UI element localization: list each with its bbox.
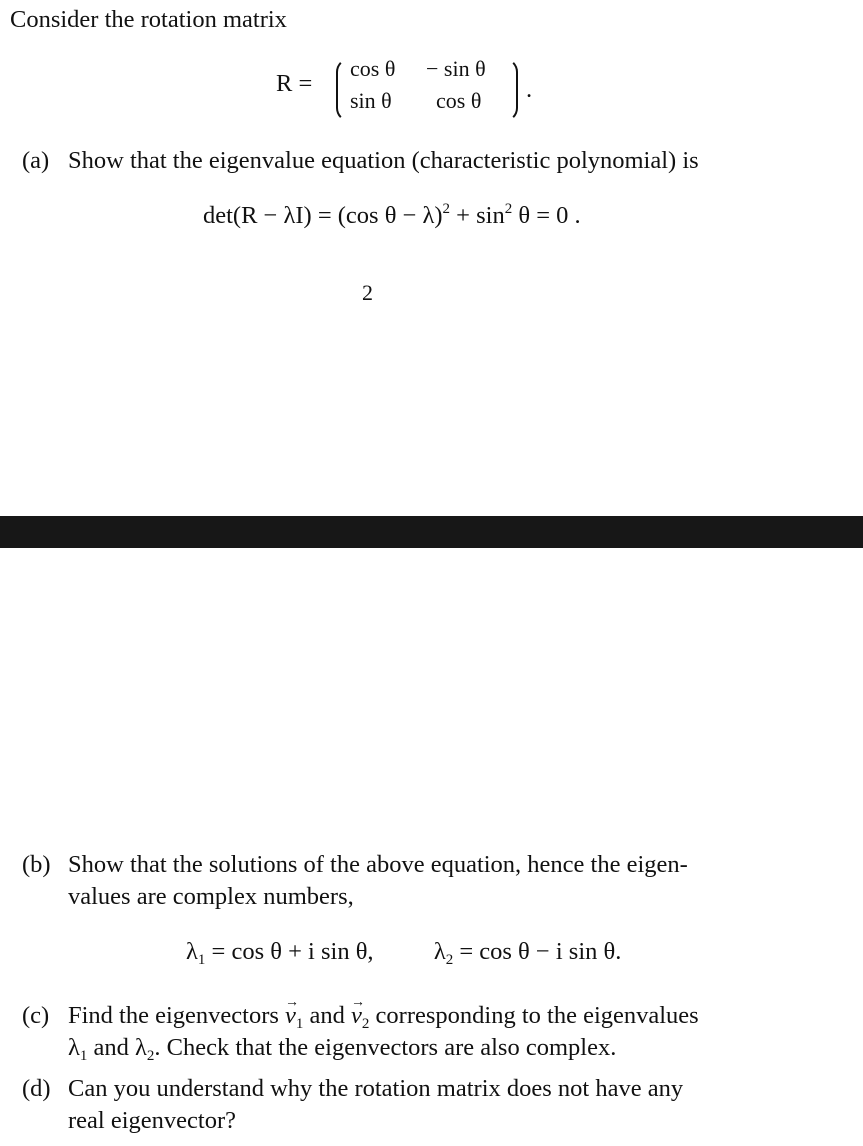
lambda2-ref-subscript: 2 (146, 1048, 155, 1064)
lambda1-ref-subscript: 1 (79, 1048, 88, 1064)
part-b-line2: values are complex numbers, (68, 883, 354, 910)
part-d-label: (d) (22, 1075, 51, 1102)
matrix-cell-22: cos θ (436, 88, 482, 113)
part-d-line2: real eigenvector? (68, 1107, 236, 1134)
part-d-line1: Can you understand why the rotation matrix does not have any (68, 1075, 684, 1102)
vector-v2-subscript: 2 (361, 1016, 370, 1032)
part-c-text-3: corresponding to the eigenvalues (369, 1002, 699, 1029)
part-a-label: (a) (22, 147, 50, 174)
eq-a-mid: + sin (450, 202, 505, 229)
part-c-label: (c) (22, 1002, 50, 1029)
lambda1-expression (186, 938, 374, 968)
vector-v2: → v (351, 1000, 362, 1032)
lambda1-subscript: 1 (197, 952, 206, 968)
part-c-text-2: and (303, 1002, 352, 1029)
matrix-cell-21: sin θ (350, 88, 392, 113)
lambda2-value: = cos θ − i sin θ. (453, 938, 622, 965)
lambda1-value: = cos θ + i sin θ, (205, 938, 374, 965)
matrix-period: . (526, 76, 533, 103)
page-break-bar (0, 516, 863, 548)
matrix-cell-12: − sin θ (426, 56, 486, 81)
eigenvalue-solutions (186, 938, 621, 969)
vector-v1-subscript: 1 (295, 1016, 304, 1032)
matrix-cell-11: cos θ (350, 56, 396, 81)
part-b-line1: Show that the solutions of the above equation, hence the eigen- (68, 851, 688, 878)
part-c-text-4: and (87, 1034, 136, 1061)
eq-a-exp1: 2 (442, 201, 451, 217)
vector-v1: → v (285, 1000, 296, 1032)
matrix-lhs: R = (276, 70, 313, 97)
eq-a-lhs: det(R − λI) = (cos θ − λ) (203, 202, 443, 229)
part-c-text-1: Find the eigenvectors (68, 1002, 286, 1029)
lambda1-symbol: λ (186, 938, 198, 965)
part-a-text: Show that the eigenvalue equation (characteristic polynomial) is (68, 147, 699, 174)
intro-text: Consider the rotation matrix (10, 6, 287, 33)
part-b-label: (b) (22, 851, 51, 878)
lambda2-ref: λ (135, 1034, 147, 1061)
page-number: 2 (362, 280, 373, 305)
eq-a-rhs: θ = 0 . (512, 202, 581, 229)
eq-a-exp2: 2 (504, 201, 513, 217)
part-c-line2 (68, 1032, 616, 1072)
right-parenthesis (502, 58, 518, 122)
lambda2-subscript: 2 (445, 952, 454, 968)
characteristic-equation (203, 201, 581, 230)
lambda1-ref: λ (68, 1034, 80, 1061)
lambda2-expression (433, 938, 622, 968)
part-c-text-5: . Check that the eigenvectors are also complex. (154, 1034, 617, 1061)
lambda2-symbol: λ (433, 938, 446, 965)
